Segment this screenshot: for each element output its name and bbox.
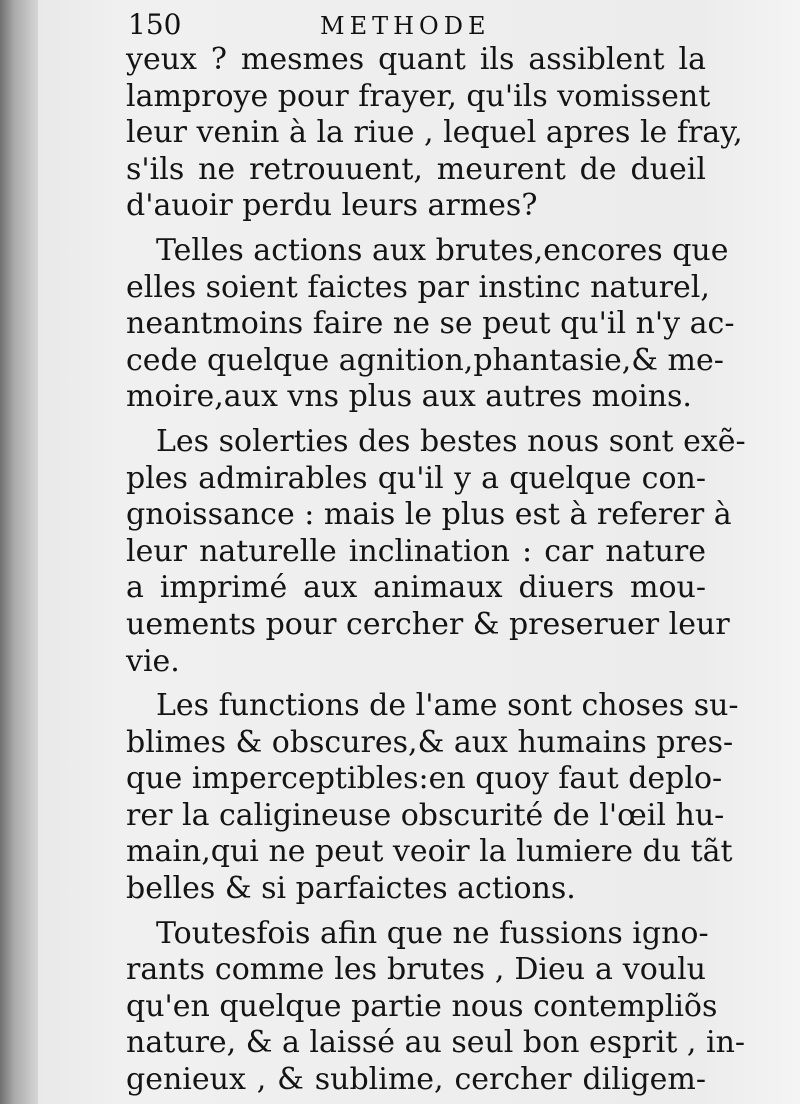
- text-line: s'ils ne retrouuent, meurent de dueil: [126, 151, 706, 187]
- text-line: uements pour cercher & preseruer leur: [126, 606, 730, 642]
- text-line: main,qui ne peut veoir la lumiere du tãt: [126, 834, 733, 870]
- text-line: Les functions de l'ame sont choses su-: [156, 688, 739, 724]
- text-line: qu'en quelque partie nous contempliõs: [126, 988, 718, 1024]
- page-gutter-shadow: [0, 0, 38, 1104]
- text-line: rants comme les brutes , Dieu a voulu: [126, 952, 706, 988]
- text-line: yeux ? mesmes quant ils assiblent la: [126, 42, 706, 77]
- paragraph-3: [126, 423, 746, 680]
- text-line: ples admirables qu'il y a quelque con-: [126, 460, 706, 496]
- text-line: lamproye pour frayer, qu'ils vomissent: [126, 78, 711, 114]
- body-text: [126, 42, 746, 1099]
- text-line: a imprimé aux animaux diuers mou-: [126, 570, 706, 606]
- paragraph-5: [126, 915, 746, 1099]
- text-line: moire,aux vns plus aux autres moins.: [126, 379, 692, 415]
- paragraph-1: [126, 42, 743, 225]
- text-line: leur venin à la riue , lequel apres le fray,: [126, 115, 743, 151]
- text-line: gnoissance : mais le plus est à referer à: [126, 497, 732, 533]
- text-line: leur naturelle inclination : car nature: [126, 533, 706, 569]
- text-line: cede quelque agnition,phantasie,& me-: [126, 342, 724, 378]
- text-line: elles soient faictes par instinc naturel,: [126, 269, 710, 305]
- text-line: vie.: [126, 643, 180, 679]
- page-header: [128, 8, 708, 40]
- page-number: 150: [128, 8, 182, 41]
- text-line: genieux , & sublime, cercher diligem-: [126, 1062, 706, 1098]
- paragraph-4: [126, 688, 739, 908]
- text-line: blimes & obscures,& aux humains pres-: [126, 724, 734, 760]
- text-line: belles & si parfaictes actions.: [126, 871, 576, 907]
- text-line: nature, & a laissé au seul bon esprit , in-: [126, 1025, 746, 1061]
- text-line: Les solerties des bestes nous sont exẽ-: [156, 423, 746, 459]
- running-head: METHODE: [320, 12, 491, 40]
- text-line: que imperceptibles:en quoy faut deplo-: [126, 761, 723, 797]
- text-line: neantmoins faire ne se peut qu'il n'y ac-: [126, 306, 735, 342]
- text-line: Telles actions aux brutes,encores que: [156, 232, 729, 268]
- text-line: Toutesfois afin que ne fussions igno-: [156, 915, 709, 951]
- text-line: d'auoir perdu leurs armes?: [126, 188, 538, 224]
- paragraph-2: [126, 232, 735, 416]
- text-line: rer la caligineuse obscurité de l'œil hu-: [126, 797, 725, 833]
